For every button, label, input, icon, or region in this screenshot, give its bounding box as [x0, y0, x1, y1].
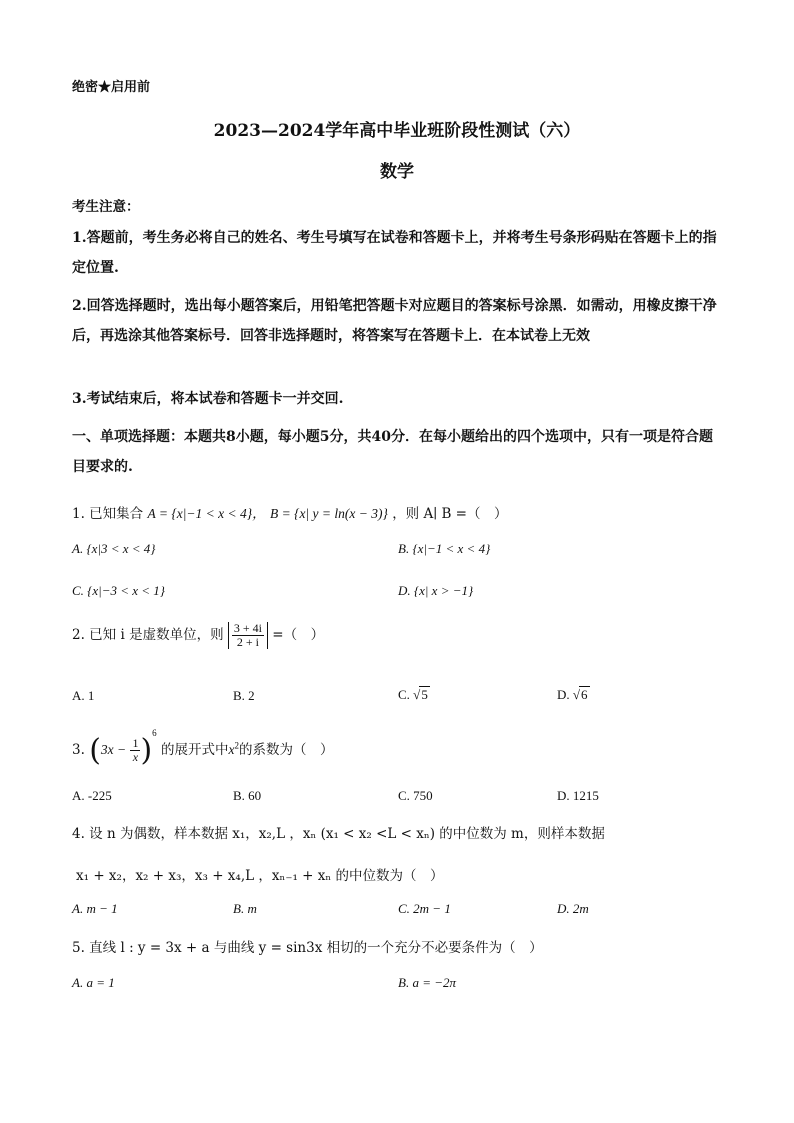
q2-abs-expression: [228, 622, 268, 649]
q2-numerator: 3 + 4i: [233, 621, 262, 635]
q1-option-a: A. {x|3 < x < 4}: [72, 541, 156, 556]
question-4-line-1: 4. 设 n 为偶数，样本数据 x₁，x₂,L ，xₙ (x₁ < x₂ <L < xₙ) 的中位数为 m，则样本数据: [72, 826, 605, 842]
q1-option-b: B. {x|−1 < x < 4}: [398, 541, 491, 556]
q2-option-d-value: 6: [581, 687, 588, 702]
confidential-label: 绝密★启用前: [72, 80, 151, 95]
sqrt-icon: √: [572, 687, 581, 702]
q2-option-b: B. 2: [233, 688, 255, 703]
notice-label: 考生注意：: [72, 199, 140, 215]
section-heading: 一、单项选择题：本题共8小题，每小题5分，共40分．在每小题给出的四个选项中，只有一项是符合题目要求的.: [72, 429, 713, 475]
q3-option-b: B. 60: [233, 788, 262, 803]
q2-option-c: [398, 686, 430, 703]
q2-suffix: =（ ）: [272, 627, 325, 644]
q3-prefix: 3.: [72, 742, 85, 758]
q5-option-a: A. a = 1: [72, 975, 115, 990]
q3-term: x: [228, 742, 235, 757]
exam-title: 2023—2024学年高中毕业班阶段性测试（六）: [213, 121, 581, 141]
q4-option-b: B. m: [233, 901, 257, 916]
q1-prefix: 1. 已知集合: [72, 506, 144, 522]
q3-frac-num: 1: [132, 735, 139, 750]
q1-set-a: A = {x|−1 < x < 4}，: [147, 506, 266, 521]
question-1: [72, 502, 507, 522]
left-paren-icon: (: [89, 733, 101, 768]
q2-option-a: A. 1: [72, 688, 95, 703]
notice-item-3: 3.考试结束后，将本试卷和答题卡一并交回.: [72, 391, 344, 407]
q3-option-d: D. 1215: [557, 788, 599, 803]
q2-fraction: [232, 622, 264, 649]
q3-expr-a: 3x −: [100, 742, 127, 757]
question-2: [72, 622, 324, 649]
q1-option-d: D. {x| x > −1}: [398, 583, 474, 598]
q3-option-c: C. 750: [398, 788, 433, 803]
q1-set-b: B = {x| y = ln(x − 3)}: [269, 506, 388, 521]
question-3: [72, 728, 333, 768]
q3-option-a: A. -225: [72, 788, 112, 803]
q3-term-power: 2: [234, 740, 239, 751]
right-paren-icon: ): [140, 733, 153, 768]
question-5: 5. 直线 l : y = 3x + a 与曲线 y = sin3x 相切的一个充分不必要条件为（ ）: [72, 940, 543, 956]
sqrt-icon: √: [413, 687, 421, 702]
q3-middle: 的展开式中: [160, 742, 229, 758]
q2-prefix: 2. 已知 i 是虚数单位，则: [72, 627, 224, 644]
q2-option-c-label: C.: [398, 687, 410, 702]
q2-denominator: 2 + i: [236, 635, 259, 650]
notice-item-2: 2.回答选择题时，选出每小题答案后，用铅笔把答题卡对应题目的答案标号涂黑．如需动，用橡皮擦干净后，再选涂其他答案标号．回答非选择题时，将答案写在答题卡上．在本试卷上无效: [72, 298, 717, 344]
question-4-line-2: x₁ + x₂，x₂ + x₃，x₃ + x₄,L ，xₙ₋₁ + xₙ 的中位数为（ ）: [76, 868, 444, 884]
q3-power: 6: [152, 728, 157, 738]
q3-frac-den: x: [132, 750, 139, 764]
q3-fraction: [130, 737, 140, 764]
q2-option-d: [557, 686, 590, 703]
notice-item-1: 1.答题前，考生务必将自己的姓名、考生号填写在试卷和答题卡上，并将考生号条形码贴在答题卡上的指定位置.: [72, 230, 717, 276]
subject-title: 数学: [380, 162, 414, 182]
q1-option-c: C. {x|−3 < x < 1}: [72, 583, 165, 598]
q1-suffix: ，则 A∣ B =（ ）: [392, 506, 508, 522]
q4-option-d: D. 2m: [557, 901, 589, 916]
q3-suffix: 的系数为（ ）: [238, 742, 334, 758]
q2-option-c-value: 5: [421, 687, 428, 702]
q4-option-a: A. m − 1: [72, 901, 118, 916]
q5-option-b: B. a = −2π: [398, 975, 456, 990]
q4-option-c: C. 2m − 1: [398, 901, 451, 916]
q2-option-d-label: D.: [557, 687, 570, 702]
